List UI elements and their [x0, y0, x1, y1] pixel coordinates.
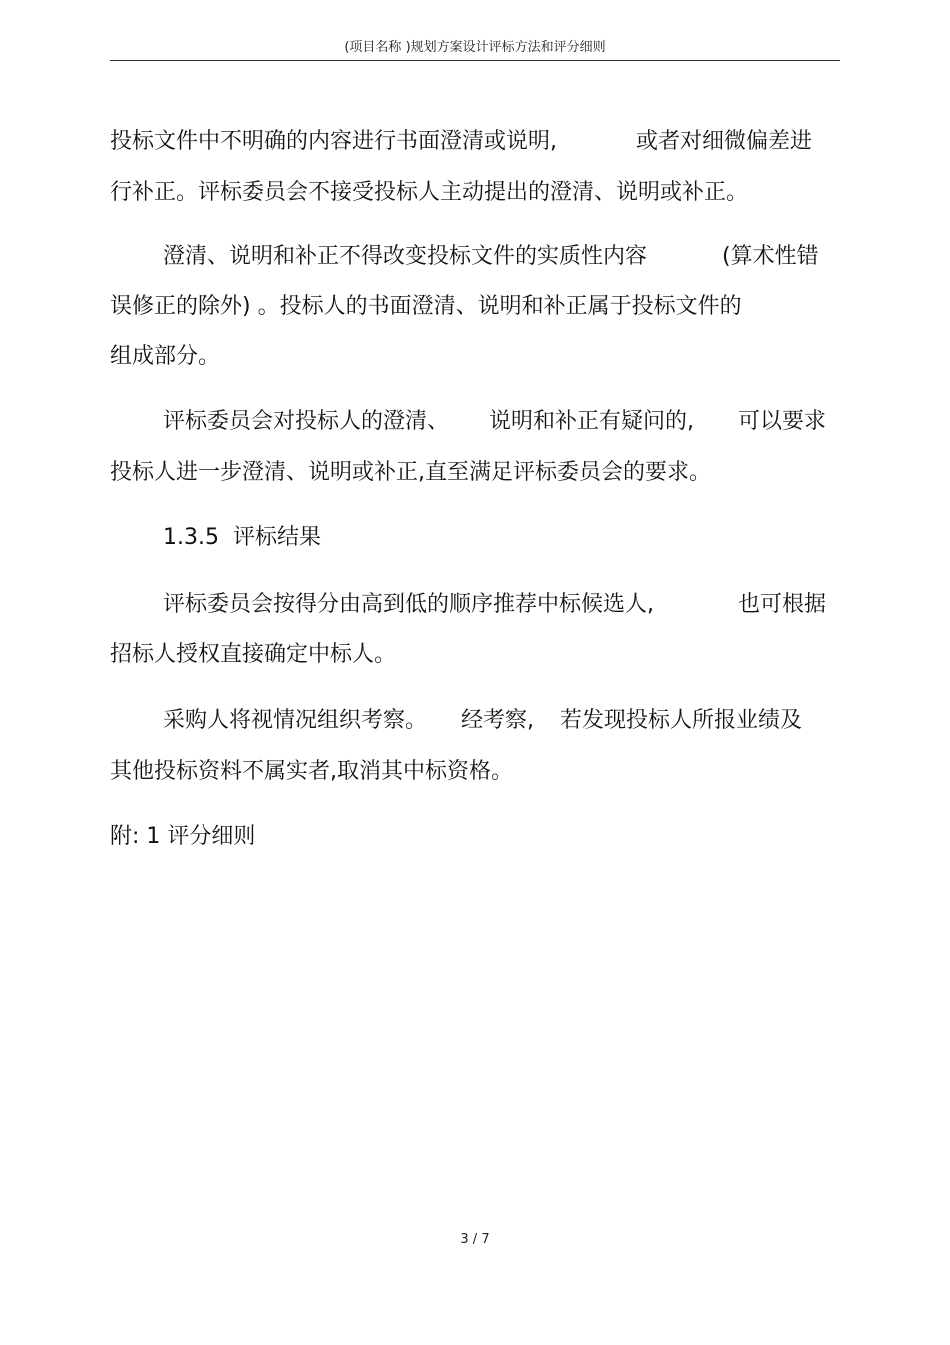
paragraph-2-line-3: 组成部分。: [110, 344, 221, 369]
paragraph-2-line-1b: (算术性错: [722, 244, 819, 269]
paragraph-3-line-1c: 可以要求: [738, 409, 827, 434]
page-number: 3 / 7: [460, 1232, 490, 1247]
paragraph-2-line-2: 误修正的除外) 。投标人的书面澄清、说明和补正属于投标文件的: [110, 294, 742, 319]
paragraph-5-line-2: 其他投标资料不属实者,取消其中标资格。: [110, 759, 513, 784]
paragraph-4-line-1b: 也可根据: [738, 592, 827, 617]
paragraph-3-line-1b: 说明和补正有疑问的,: [489, 409, 694, 434]
paragraph-4-line-2: 招标人授权直接确定中标人。: [110, 642, 397, 667]
paragraph-3-line-1a: 评标委员会对投标人的澄清、: [163, 409, 450, 434]
paragraph-1-line-1b: 或者对细微偏差进: [636, 129, 813, 154]
section-number: 1.3.5: [163, 525, 219, 550]
paragraph-3-line-2: 投标人进一步澄清、说明或补正,直至满足评标委员会的要求。: [110, 460, 711, 485]
appendix-line: 附: 1 评分细则: [110, 824, 256, 849]
paragraph-5-line-1a: 采购人将视情况组织考察。: [163, 708, 428, 733]
paragraph-5-line-1c: 若发现投标人所报业绩及: [560, 708, 803, 733]
section-title: 评标结果: [233, 525, 322, 550]
header-divider: [110, 60, 840, 61]
paragraph-4-line-1a: 评标委员会按得分由高到低的顺序推荐中标候选人,: [163, 592, 654, 617]
running-header-title: (项目名称 )规划方案设计评标方法和评分细则: [344, 40, 606, 55]
paragraph-2-line-1a: 澄清、说明和补正不得改变投标文件的实质性内容: [163, 244, 648, 269]
paragraph-1-line-1a: 投标文件中不明确的内容进行书面澄清或说明,: [110, 129, 557, 154]
paragraph-1-line-2: 行补正。评标委员会不接受投标人主动提出的澄清、说明或补正。: [110, 180, 749, 205]
paragraph-5-line-1b: 经考察,: [461, 708, 534, 733]
